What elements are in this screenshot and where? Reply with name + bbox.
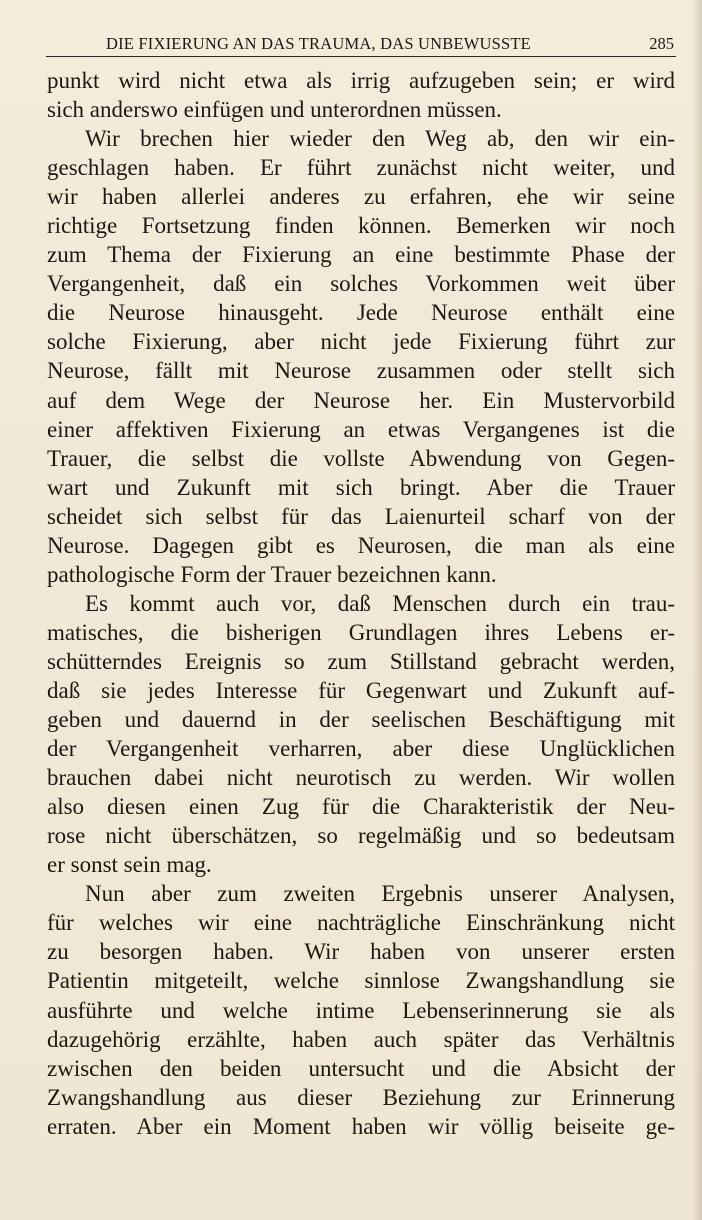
running-title: DIE FIXIERUNG AN DAS TRAUMA, DAS UNBEWUSSTE (106, 34, 531, 53)
text-line: also diesen einen Zug für die Charakteristik der Neu- (47, 794, 675, 820)
body-text (47, 66, 675, 1141)
text-line: Neurose, fällt mit Neurose zusammen oder stellt sich (47, 358, 675, 384)
text-line: Zwangshandlung aus dieser Beziehung zur Erinnerung (47, 1084, 675, 1110)
text-line: sich anderswo einfügen und unterordnen müssen. (47, 97, 502, 123)
text-line: zwischen den beiden untersucht und die Absicht der (47, 1055, 675, 1081)
running-head (46, 32, 676, 57)
text-line: geben und dauernd in der seelischen Beschäftigung mit (47, 707, 675, 733)
text-line: einer affektiven Fixierung an etwas Vergangenes ist die (47, 416, 675, 442)
text-line: wart und Zukunft mit sich bringt. Aber die Trauer (47, 474, 675, 500)
page-number: 285 (649, 34, 674, 53)
text-line: brauchen dabei nicht neurotisch zu werden. Wir wollen (47, 765, 675, 791)
text-line: zum Thema der Fixierung an eine bestimmte Phase der (47, 242, 675, 268)
text-line: Nun aber zum zweiten Ergebnis unserer Analysen, (85, 881, 675, 907)
text-line: geschlagen haben. Er führt zunächst nicht weiter, und (47, 155, 675, 181)
text-line: solche Fixierung, aber nicht jede Fixierung führt zur (47, 329, 675, 355)
text-line: zu besorgen haben. Wir haben von unserer ersten (47, 939, 675, 965)
text-line: er sonst sein mag. (47, 852, 212, 878)
text-line: Vergangenheit, daß ein solches Vorkommen weit über (47, 271, 675, 297)
text-line: dazugehörig erzählte, haben auch später das Verhältnis (47, 1026, 675, 1052)
text-line: die Neurose hinausgeht. Jede Neurose enthält eine (47, 300, 675, 326)
text-line: Es kommt auch vor, daß Menschen durch ein trau- (85, 590, 675, 616)
text-line: für welches wir eine nachträgliche Einschränkung nicht (47, 910, 675, 936)
text-line: schütterndes Ereignis so zum Stillstand gebracht werden, (47, 648, 675, 674)
text-line: der Vergangenheit verharren, aber diese Unglücklichen (47, 736, 675, 762)
text-line: auf dem Wege der Neurose her. Ein Mustervorbild (47, 387, 675, 413)
text-line: Wir brechen hier wieder den Weg ab, den wir ein- (85, 126, 675, 152)
text-line: Patientin mitgeteilt, welche sinnlose Zwangshandlung sie (47, 968, 675, 994)
text-line: erraten. Aber ein Moment haben wir völlig beiseite ge- (47, 1113, 675, 1139)
page-edge-shadow (692, 0, 702, 1220)
text-line: Neurose. Dagegen gibt es Neurosen, die man als eine (47, 532, 675, 558)
text-line: scheidet sich selbst für das Laienurteil scharf von der (47, 503, 675, 529)
text-line: daß sie jedes Interesse für Gegenwart und Zukunft auf- (47, 677, 675, 703)
text-line: pathologische Form der Trauer bezeichnen kann. (47, 561, 497, 587)
text-line: matisches, die bisherigen Grundlagen ihres Lebens er- (47, 619, 675, 645)
text-line: Trauer, die selbst die vollste Abwendung von Gegen- (47, 445, 675, 471)
text-line: rose nicht überschätzen, so regelmäßig und so bedeutsam (47, 823, 675, 849)
text-line: ausführte und welche intime Lebenserinnerung sie als (47, 997, 675, 1023)
text-line: wir haben allerlei anderes zu erfahren, ehe wir seine (47, 184, 675, 210)
text-line: punkt wird nicht etwa als irrig aufzugeben sein; er wird (47, 68, 675, 93)
text-line: richtige Fortsetzung finden können. Bemerken wir noch (47, 213, 675, 239)
